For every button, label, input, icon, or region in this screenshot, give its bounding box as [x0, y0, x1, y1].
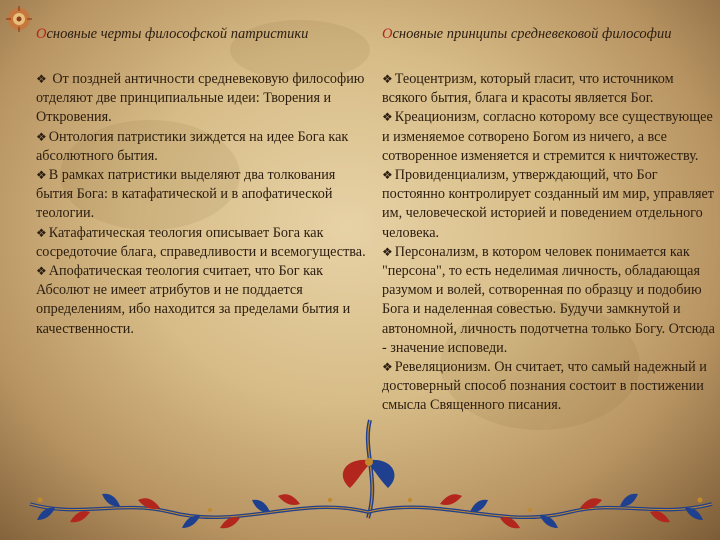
list-item-text: Апофатическая теология считает, что Бог как Абсолют не имеет атрибутов и не поддается определениям, ибо находится за пределами бытия и качественности.	[36, 263, 351, 337]
list-item	[36, 262, 369, 339]
bullet-icon: ❖	[382, 360, 393, 375]
list-item-text: Провиденциализм, утверждающий, что Бог постоянно контролирует созданный им мир, управляет им, человеческой историей и поведением отдельного человека.	[382, 167, 714, 241]
list-item	[36, 128, 369, 166]
bullet-icon: ❖	[36, 225, 47, 240]
list-item	[382, 70, 718, 108]
bullet-icon: ❖	[36, 168, 47, 183]
right-column	[382, 70, 718, 416]
bullet-icon: ❖	[36, 264, 47, 279]
list-item	[36, 70, 369, 128]
left-column-heading	[36, 26, 308, 43]
vine-ornament-icon	[0, 400, 720, 540]
heading-initial: О	[382, 26, 393, 42]
bullet-icon: ❖	[36, 72, 47, 86]
bullet-icon: ❖	[382, 244, 393, 259]
left-column	[36, 70, 369, 339]
list-item-text: Катафатическая теология описывает Бога как сосредоточие блага, справедливости и всемогущества.	[36, 224, 366, 260]
heading-text: сновные принципы средневековой философии	[392, 26, 672, 42]
right-column-heading	[382, 26, 671, 43]
list-item-text: От поздней античности средневековую философию отделяют две принципиальные идеи: Творения и Откровения.	[36, 71, 365, 126]
list-item	[382, 108, 718, 166]
heading-initial: О	[36, 26, 47, 42]
corner-flower-icon	[4, 4, 34, 34]
heading-text: сновные черты философской патристики	[46, 26, 309, 42]
bullet-icon: ❖	[382, 72, 393, 86]
list-item	[36, 166, 369, 224]
bullet-icon: ❖	[36, 129, 47, 144]
list-item-text: Ревеляционизм. Он считает, что самый надежный и достоверный способ познания состоит в постижении смысла Священного писания.	[382, 359, 707, 414]
list-item	[382, 243, 718, 358]
list-item-text: Онтология патристики зиждется на идее Бога как абсолютного бытия.	[36, 128, 349, 164]
list-item-text: Теоцентризм, который гласит, что источником всякого бытия, блага и красоты является Бог.	[382, 71, 674, 107]
list-item	[36, 224, 369, 262]
bullet-icon: ❖	[382, 168, 393, 183]
list-item-text: В рамках патристики выделяют два толкования бытия Бога: в катафатической и в апофатической теологии.	[36, 167, 336, 222]
bullet-icon: ❖	[382, 110, 393, 125]
list-item-text: Персонализм, в котором человек понимается как "персона", то есть неделимая личность, обладающая разумом и волей, сотворенная по образцу и подобию Бога и наделенная совестью. Будучи замкнутой и автономной, личность подотчетна только Богу. Отсюда - значение исповеди.	[382, 243, 715, 356]
list-item	[382, 166, 718, 243]
list-item-text: Креационизм, согласно которому все существующее и изменяемое сотворено Богом из ничего, а все сотворенное изменяется и стремится к ничтожеству.	[382, 109, 713, 164]
